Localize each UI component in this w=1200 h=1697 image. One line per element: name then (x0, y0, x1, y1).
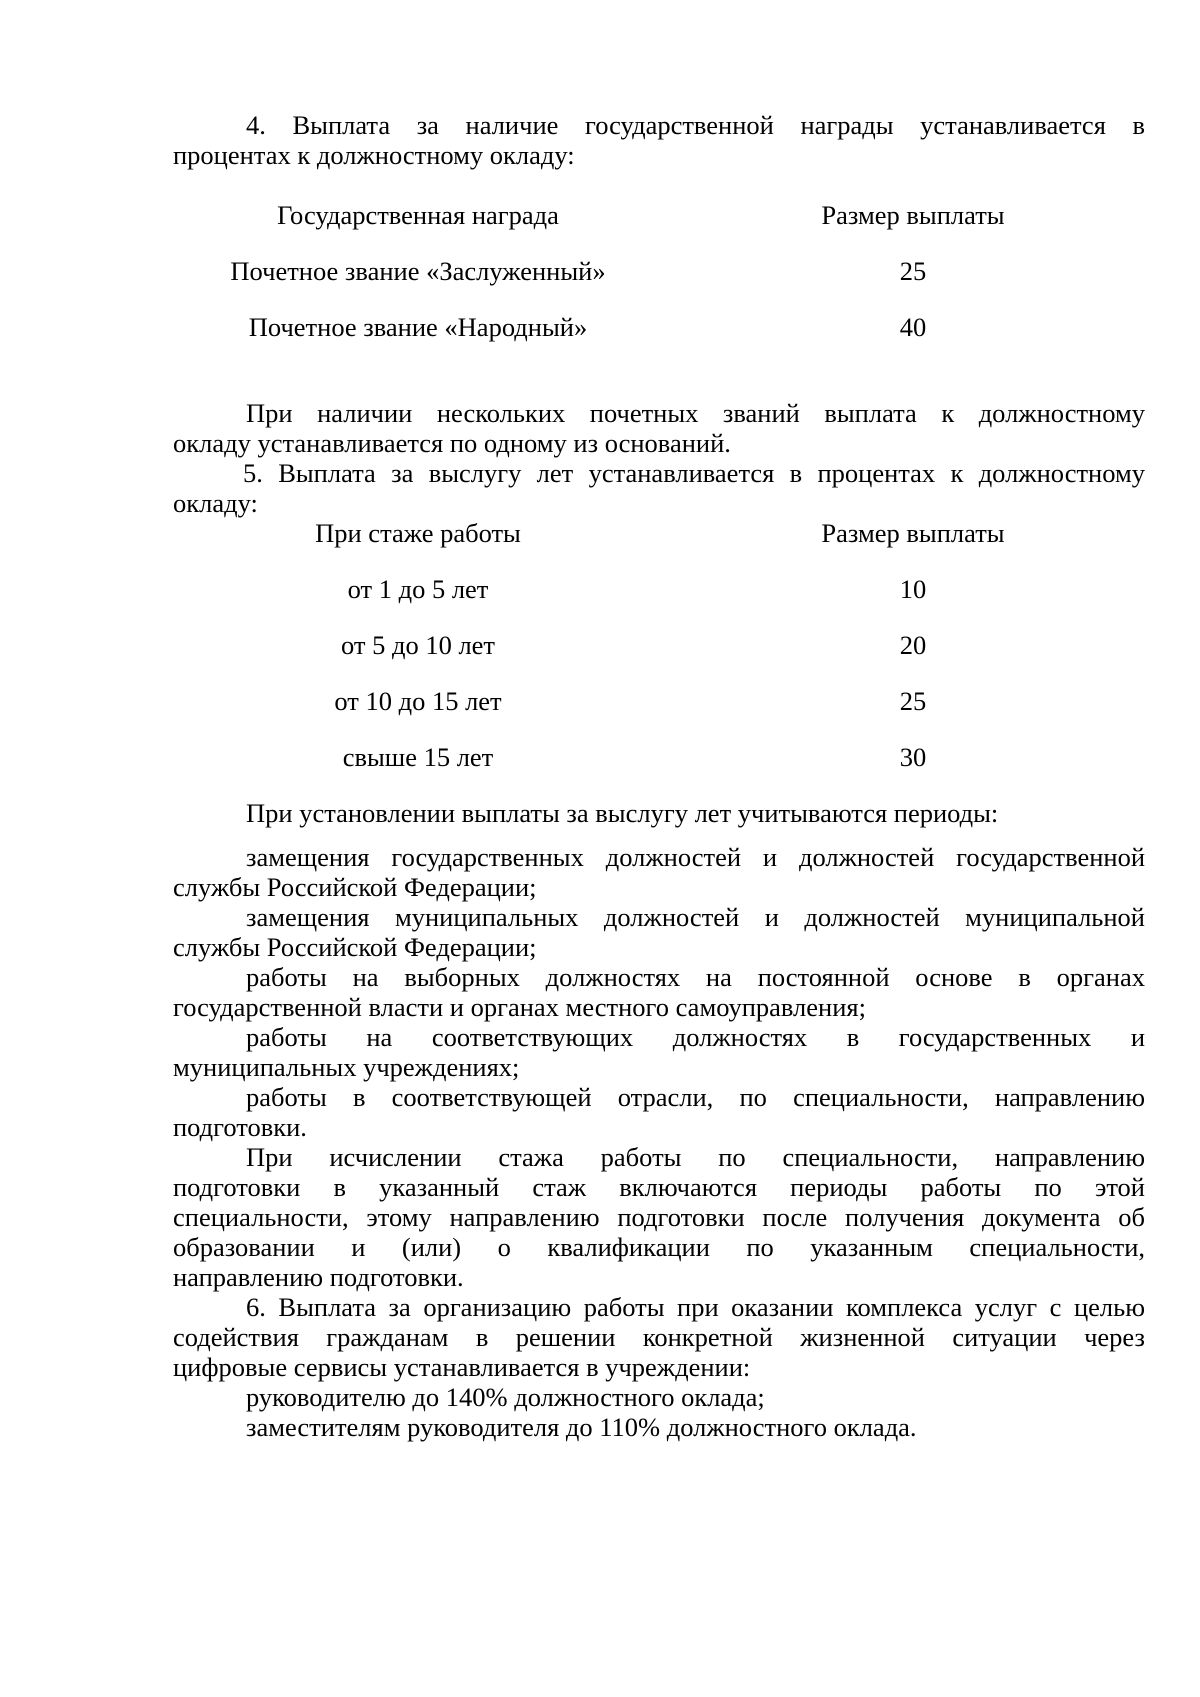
seniority-period: от 1 до 5 лет (347, 574, 489, 604)
award-name: Почетное звание «Заслуженный» (230, 256, 606, 286)
section6-line2: содействия гражданам в решении конкретной жизненной ситуации через (173, 1322, 1145, 1352)
seniority-period: от 10 до 15 лет (334, 686, 502, 716)
seniority-period: свыше 15 лет (342, 742, 494, 772)
period-line1: работы на выборных должностях на постоянной основе в органах (246, 962, 1145, 992)
period-line2: службы Российской Федерации; (173, 932, 537, 962)
periods-intro: При установлении выплаты за выслугу лет учитываются периоды: (246, 798, 999, 828)
section6-item-head: руководителю до 140% должностного оклада; (246, 1382, 765, 1412)
seniority-amount: 10 (899, 574, 927, 604)
seniority-amount: 30 (899, 742, 927, 772)
section4-line1: 4. Выплата за наличие государственной награды устанавливается в (246, 110, 1145, 140)
section5-line2: окладу: (173, 488, 258, 518)
award-amount: 25 (899, 256, 927, 286)
section5-line1: 5. Выплата за выслугу лет устанавливается в процентах к должностному (243, 458, 1145, 488)
period-line1: работы в соответствующей отрасли, по специальности, направлению (246, 1082, 1145, 1112)
awards-note-line2: окладу устанавливается по одному из оснований. (173, 428, 731, 458)
seniority-amount: 25 (899, 686, 927, 716)
period-line2: государственной власти и органах местного самоуправления; (173, 992, 866, 1022)
period-line1: замещения государственных должностей и должностей государственной (246, 842, 1145, 872)
period-line1: замещения муниципальных должностей и должностей муниципальной (246, 902, 1145, 932)
awards-note-line1: При наличии нескольких почетных званий выплата к должностному (246, 398, 1145, 428)
seniority-period: от 5 до 10 лет (340, 630, 496, 660)
section4-line2: процентах к должностному окладу: (173, 140, 575, 170)
award-name: Почетное звание «Народный» (248, 312, 588, 342)
seniority-header-amount: Размер выплаты (821, 518, 1005, 548)
section6-line3: цифровые сервисы устанавливается в учреждении: (173, 1352, 751, 1382)
seniority-amount: 20 (899, 630, 927, 660)
calculation-line2: подготовки в указанный стаж включаются периоды работы по этой (173, 1172, 1145, 1202)
seniority-header-period: При стаже работы (315, 518, 521, 548)
award-amount: 40 (899, 312, 927, 342)
awards-header-amount: Размер выплаты (821, 200, 1005, 230)
period-line2: муниципальных учреждениях; (173, 1052, 520, 1082)
calculation-line1: При исчислении стажа работы по специальности, направлению (246, 1142, 1145, 1172)
calculation-line4: образовании и (или) о квалификации по указанным специальности, (173, 1232, 1145, 1262)
section6-item-deputy: заместителям руководителя до 110% должностного оклада. (246, 1412, 917, 1442)
section6-line1: 6. Выплата за организацию работы при оказании комплекса услуг с целью (246, 1292, 1145, 1322)
period-line1: работы на соответствующих должностях в государственных и (246, 1022, 1145, 1052)
period-line2: подготовки. (173, 1112, 307, 1142)
awards-header-award: Государственная награда (277, 200, 559, 230)
calculation-line5: направлению подготовки. (173, 1262, 464, 1292)
period-line2: службы Российской Федерации; (173, 872, 537, 902)
calculation-line3: специальности, этому направлению подготовки после получения документа об (173, 1202, 1145, 1232)
